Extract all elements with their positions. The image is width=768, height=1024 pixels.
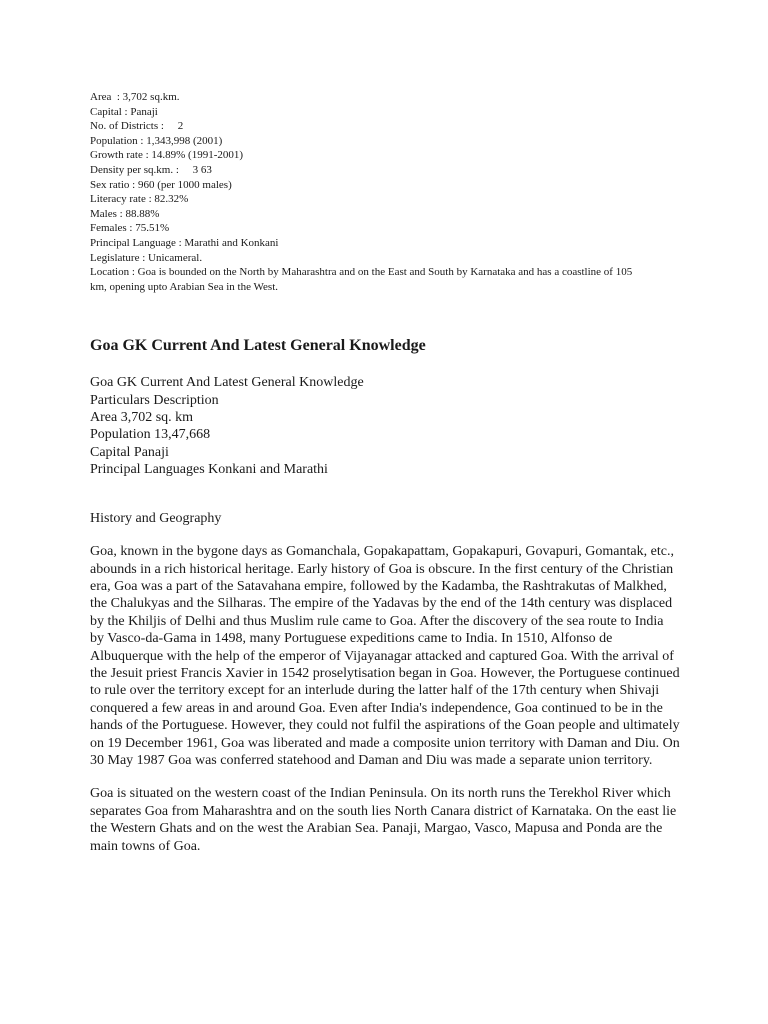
fact-population: Population : 1,343,998 (2001)	[90, 134, 223, 147]
page-title: Goa GK Current And Latest General Knowledge	[90, 337, 426, 355]
fact-capital: Capital : Panaji	[90, 105, 158, 118]
summary-line: Population 13,47,668	[90, 427, 211, 443]
summary-line: Principal Languages Konkani and Marathi	[90, 461, 328, 477]
fact-density: Density per sq.km. : 3 63	[90, 163, 212, 176]
fact-districts: No. of Districts : 2	[90, 120, 184, 133]
fact-males: Males : 88.88%	[90, 207, 160, 220]
fact-sex-ratio: Sex ratio : 960 (per 1000 males)	[90, 178, 232, 191]
fact-area: Area : 3,702 sq.km.	[90, 91, 180, 103]
history-paragraph: Goa, known in the bygone days as Gomanchala, Gopakapattam, Gopakapuri, Govapuri, Gomantak, etc., abounds in a rich historical heritage. Early history of Goa is obscure. In the first century of the Christian era, Goa was a part of the Satavahana empire, followed by the Kadamba, the Rashtrakutas of Malkhed, the Chalukyas and the Silharas. The empire of the Yadavas by the end of the 14th century was displaced by the Khiljis of Delhi and thus Muslim rule came to Goa. After the discovery of the sea route to India by Vasco-da-Gama in 1498, many Portuguese expeditions came to India. In 1510, Alfonso de Albuquerque with the help of the emperor of Vijayanagar attacked and captured Goa. With the arrival of the Jesuit priest Francis Xavier in 1542 proselytisation began in Goa. However, the Portuguese continued to rule over the territory except for an interlude during the latter half of the 17th century when Shivaji conquered a few areas in and around Goa. Even after India's independence, Goa continued to be in the hands of the Portuguese. However, they could not fulfil the aspirations of the Goan people and ultimately on 19 December 1961, Goa was liberated and made a composite union territory with Daman and Diu. On 30 May 1987 Goa was conferred statehood and Daman and Diu was made a separate union territory.	[90, 544, 680, 768]
fact-location: Location : Goa is bounded on the North by Maharashtra and on the East and South by Karnataka and has a coastline of 105 km, opening upto Arabian Sea in the West.	[90, 266, 633, 293]
geography-paragraph: Goa is situated on the western coast of the Indian Peninsula. On its north runs the Terekhol River which separates Goa from Maharashtra and on the south lies North Canara district of Karnataka. On the east lie the Western Ghats and on the west the Arabian Sea. Panaji, Margao, Vasco, Mapusa and Ponda are the main towns of Goa.	[90, 786, 677, 854]
summary-line: Capital Panaji	[90, 444, 169, 460]
summary-line: Particulars Description	[90, 392, 219, 408]
summary-line: Area 3,702 sq. km	[90, 409, 194, 425]
section-title: History and Geography	[90, 511, 222, 527]
fact-principal-language: Principal Language : Marathi and Konkani	[90, 236, 279, 249]
document-page	[90, 90, 690, 855]
fact-females: Females : 75.51%	[90, 222, 170, 235]
summary-line: Goa GK Current And Latest General Knowledge	[90, 375, 364, 391]
fact-literacy-rate: Literacy rate : 82.32%	[90, 193, 189, 206]
summary-list	[90, 374, 690, 478]
facts-list	[90, 90, 690, 294]
fact-legislature: Legislature : Unicameral.	[90, 251, 203, 264]
fact-growth-rate: Growth rate : 14.89% (1991-2001)	[90, 149, 244, 162]
